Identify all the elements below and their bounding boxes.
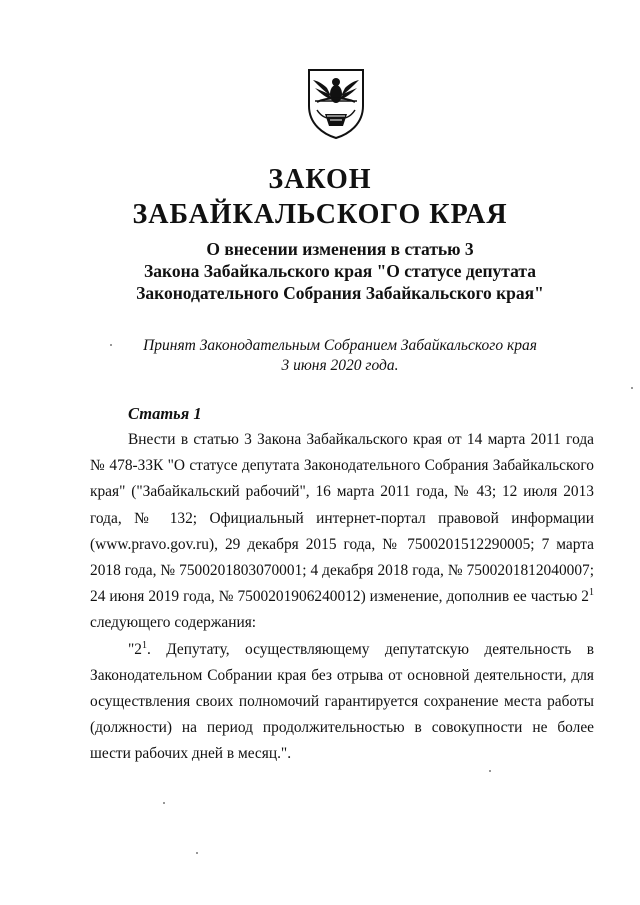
adoption-date: 3 июня 2020 года. [281,357,399,374]
adoption-note [40,336,640,376]
scan-speck [196,852,198,854]
quoted-text: . Депутату, осуществляющему депутатскую деятельность в Законодательном Собрании края без отрыва от основной деятельности, для осуществления своих полномочий гарантируется сохранение места работы (должности) на период продолжительностью в совокупности не более шести рабочих дней в месяц.". [90,640,594,763]
part-superscript: 1 [589,587,594,599]
subtitle-line: Законодательного Собрания Забайкальского края" [136,283,544,303]
article-heading: Статья 1 [128,404,202,423]
region-title: ЗАБАЙКАЛЬСКОГО КРАЯ [132,199,508,230]
quoted-part-number: "2 [128,640,142,658]
adoption-line: Принят Законодательным Собранием Забайкальского края [143,337,537,354]
article-paragraph [90,427,594,637]
law-title: ЗАКОН [268,164,372,195]
scan-speck [631,387,633,389]
subtitle-line: Закона Забайкальского края "О статусе депутата [144,261,536,281]
scan-speck [489,770,491,772]
subtitle-line: О внесении изменения в статью 3 [206,239,474,259]
scan-speck [110,344,112,346]
coat-of-arms-emblem [303,66,369,140]
quoted-paragraph [90,637,594,768]
paragraph-text: Внести в статью 3 Закона Забайкальского края от 14 марта 2011 года № 478-ЗЗК "О статусе депутата Законодательного Собрания Забайкальского края" ("Забайкальский рабочий", 16 марта 2011 года, № 43; 12 июля 2013 года, № 132; Официальный интернет-портал правовой информации (www.pravo.gov.ru), 29 декабря 2015 года, № 7500201512290005; 7 марта 2018 года, № 7500201803070001; 4 декабря 2018 года, № 7500201812040007; 24 июня 2019 года, № 7500201906240012) изменение, дополнив ее частью 2 [90,431,594,606]
paragraph-text-end: следующего содержания: [90,614,257,632]
law-subtitle [40,238,640,304]
article-body [90,427,594,768]
part-superscript: 1 [141,639,147,651]
scan-speck [163,802,165,804]
